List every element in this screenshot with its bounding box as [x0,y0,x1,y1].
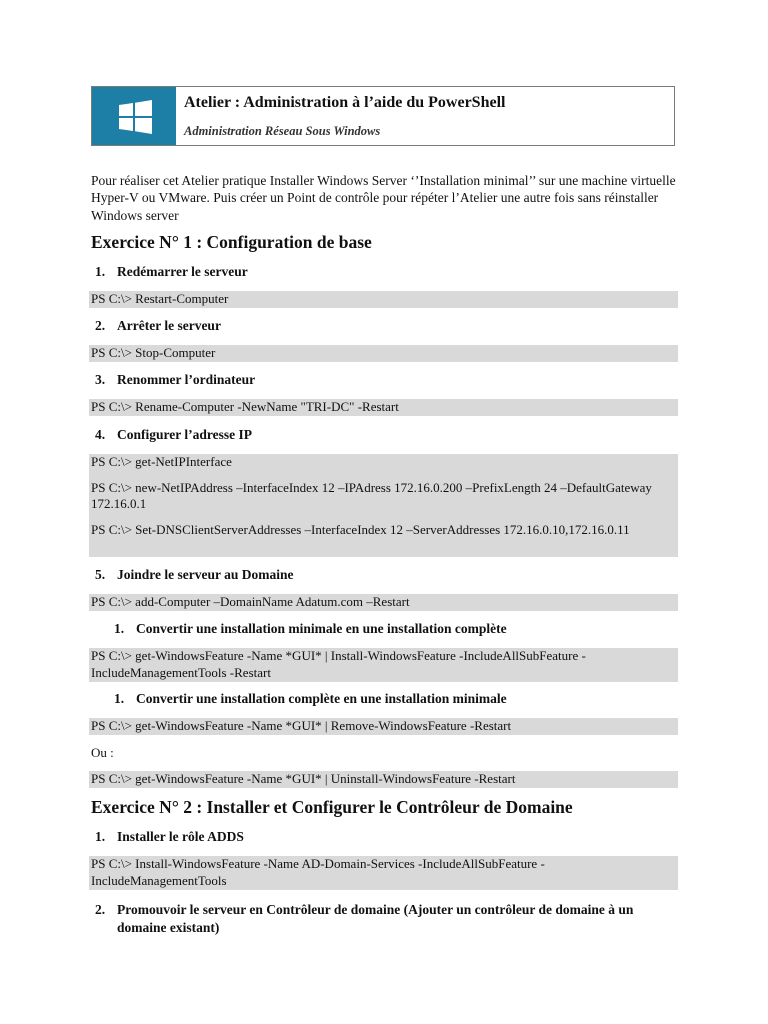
exercise-1-title: Exercice N° 1 : Configuration de base [91,232,372,252]
code-line: PS C:\> get-WindowsFeature -Name *GUI* | Uninstall-WindowsFeature -Restart [91,771,516,786]
step-ip [95,427,252,443]
step-number: 2. [95,318,106,333]
step-label: Convertir une installation minimale en une installation complète [136,621,507,636]
step-rename [95,372,255,388]
step-number: 4. [95,427,106,442]
step-number: 1. [95,829,106,844]
document-header [91,86,675,146]
step-label: Installer le rôle ADDS [117,829,244,844]
code-block [89,594,678,611]
step-label: Promouvoir le serveur en Contrôleur de domaine (Ajouter un contrôleur de domaine à un domaine existant) [117,902,634,935]
step-number: 1. [95,264,106,279]
code-line: PS C:\> Install-WindowsFeature -Name AD-Domain-Services -IncludeAllSubFeature -IncludeManagementTools [91,856,545,888]
code-line: PS C:\> Set-DNSClientServerAddresses –InterfaceIndex 12 –ServerAddresses 172.16.0.10,172.16.0.11 [91,521,630,537]
code-block [89,399,678,416]
intro-paragraph: Pour réaliser cet Atelier pratique Installer Windows Server ‘’Installation minimal’’ sur une machine virtuelle Hyper-V ou VMware. Puis créer un Point de contrôle pour répéter l’Atelier une autre fois sans réinstaller Windows server [91,173,676,223]
step-number: 1. [114,691,125,706]
step-label: Convertir une installation complète en une installation minimale [136,691,507,706]
logo-box [92,87,176,145]
code-line: PS C:\> Rename-Computer -NewName "TRI-DC" -Restart [91,399,399,414]
code-line: PS C:\> add-Computer –DomainName Adatum.com –Restart [91,594,410,609]
code-block [89,345,678,362]
step-promote-dc [95,901,635,937]
code-block [89,718,678,735]
code-line: PS C:\> get-NetIPInterface [91,454,232,469]
code-line: PS C:\> get-WindowsFeature -Name *GUI* | Install-WindowsFeature -IncludeAllSubFeature -IncludeManagementTools -Restart [91,648,586,680]
code-line: PS C:\> Restart-Computer [91,291,229,306]
step-number: 2. [95,902,106,917]
code-block [89,856,678,890]
windows-logo-icon [119,100,153,134]
step-label: Arrêter le serveur [117,318,221,333]
step-label: Renommer l’ordinateur [117,372,256,387]
step-number: 1. [114,621,125,636]
code-block [89,771,678,788]
step-to-full [114,621,507,637]
code-block [89,648,678,682]
step-label: Redémarrer le serveur [117,264,248,279]
step-join-domain [95,567,294,583]
step-number: 3. [95,372,106,387]
step-label: Joindre le serveur au Domaine [117,567,294,582]
step-label: Configurer l’adresse IP [117,427,252,442]
step-to-minimal [114,691,507,707]
document-title: Atelier : Administration à l’aide du PowerShell [184,94,506,111]
step-install-adds [95,829,244,845]
code-line: PS C:\> new-NetIPAddress –InterfaceIndex 12 –IPAdress 172.16.0.200 –PrefixLength 24 –DefaultGateway 172.16.0.1 [91,479,652,511]
exercise-2-title: Exercice N° 2 : Installer et Configurer le Contrôleur de Domaine [91,797,573,817]
document-subtitle: Administration Réseau Sous Windows [184,124,381,138]
code-block [89,291,678,308]
step-stop [95,318,221,334]
step-number: 5. [95,567,106,582]
code-line: PS C:\> get-WindowsFeature -Name *GUI* | Remove-WindowsFeature -Restart [91,718,512,733]
or-text: Ou : [91,745,114,760]
code-block [89,454,678,557]
code-line: PS C:\> Stop-Computer [91,345,216,360]
step-restart [95,264,248,280]
